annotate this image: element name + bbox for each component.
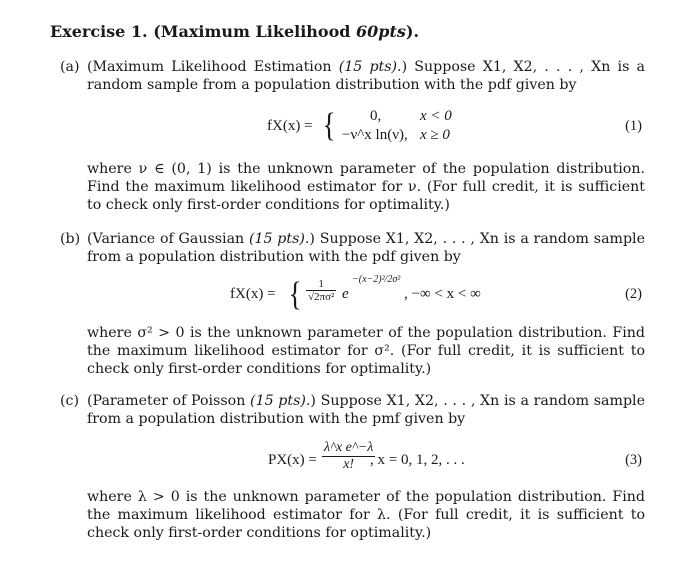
eq3-lhs: PX(x) = <box>268 452 317 468</box>
part-c-intro-open: (Parameter of Poisson <box>87 393 251 409</box>
part-b-label: (b) <box>60 231 81 247</box>
eq1-case1-cond: x < 0 <box>420 108 452 124</box>
part-c-points: (15 pts). <box>250 393 311 409</box>
title-suffix: ). <box>405 22 420 41</box>
part-a-intro-close: ) Suppose X1, X2, . . . , Xn is a random sample from a population distribution with the pdf given by <box>87 59 645 93</box>
eq3-fraction <box>322 440 375 473</box>
part-a-body-text: where ν ∈ (0, 1) is the unknown parameter of the population distribution. Find the maximum likelihood estimator for ν. (For full credit, it is sufficient to check only first-order conditions for optimality.) <box>87 161 645 213</box>
part-c-label: (c) <box>60 393 80 409</box>
part-b-points: (15 pts). <box>248 231 310 247</box>
equation-3 <box>0 438 700 482</box>
part-b-intro-close: ) Suppose X1, X2, . . . , Xn is a random sample from a population distribution with the pdf given by <box>87 231 645 265</box>
title-points: 60pts <box>356 22 406 41</box>
part-c-body <box>60 488 645 542</box>
part-a-body <box>60 160 645 214</box>
part-b-intro <box>60 230 645 266</box>
eq2-number: (2) <box>625 286 642 302</box>
title-prefix: Exercise 1. (Maximum Likelihood <box>50 22 357 41</box>
equation-1 <box>0 108 700 148</box>
eq2-lhs: fX(x) = <box>230 286 276 302</box>
eq2-brace: { <box>288 276 302 313</box>
eq2-fraction <box>306 278 336 303</box>
part-b-body-text: where σ² > 0 is the unknown parameter of the population distribution. Find the maximum likelihood estimator for σ². (For full credit, it is sufficient to check only first-order conditions for optimality.) <box>87 325 645 377</box>
eq2-exp-base: e <box>342 286 349 302</box>
eq1-case2-value: −ν^x ln(ν), <box>342 127 408 143</box>
part-a-intro-open: (Maximum Likelihood Estimation <box>87 59 339 75</box>
eq1-case1-value: 0, <box>370 108 382 124</box>
exercise-title <box>50 22 419 41</box>
eq3-number: (3) <box>625 452 642 468</box>
eq2-frac-denominator: √2πσ² <box>308 291 335 303</box>
eq1-brace: { <box>322 107 336 144</box>
eq3-frac-numerator: λ^x e^−λ <box>324 440 374 455</box>
equation-2 <box>0 274 700 314</box>
part-a-points: (15 pts). <box>338 59 402 75</box>
eq2-frac-numerator: 1 <box>306 278 336 291</box>
part-b-body <box>60 324 645 378</box>
eq3-frac-denominator: x! <box>343 457 355 472</box>
part-b-intro-open: (Variance of Gaussian <box>87 231 249 247</box>
eq1-case2-cond: x ≥ 0 <box>420 127 450 143</box>
part-c-intro-close: ) Suppose X1, X2, . . . , Xn is a random sample from a population distribution with the pmf given by <box>87 393 645 427</box>
eq2-range: , −∞ < x < ∞ <box>404 286 481 302</box>
eq2-exponent: −(x−2)²/2σ² <box>352 274 401 285</box>
eq1-lhs: fX(x) = <box>267 118 313 134</box>
eq3-range: , x = 0, 1, 2, . . . <box>370 452 465 468</box>
eq1-number: (1) <box>625 118 642 134</box>
part-c-intro <box>60 392 645 428</box>
part-a-intro <box>60 58 645 94</box>
part-a-label: (a) <box>60 59 80 75</box>
part-c-body-text: where λ > 0 is the unknown parameter of the population distribution. Find the maximum likelihood estimator for λ. (For full credit, it is sufficient to check only first-order conditions for optimality.) <box>87 489 645 541</box>
